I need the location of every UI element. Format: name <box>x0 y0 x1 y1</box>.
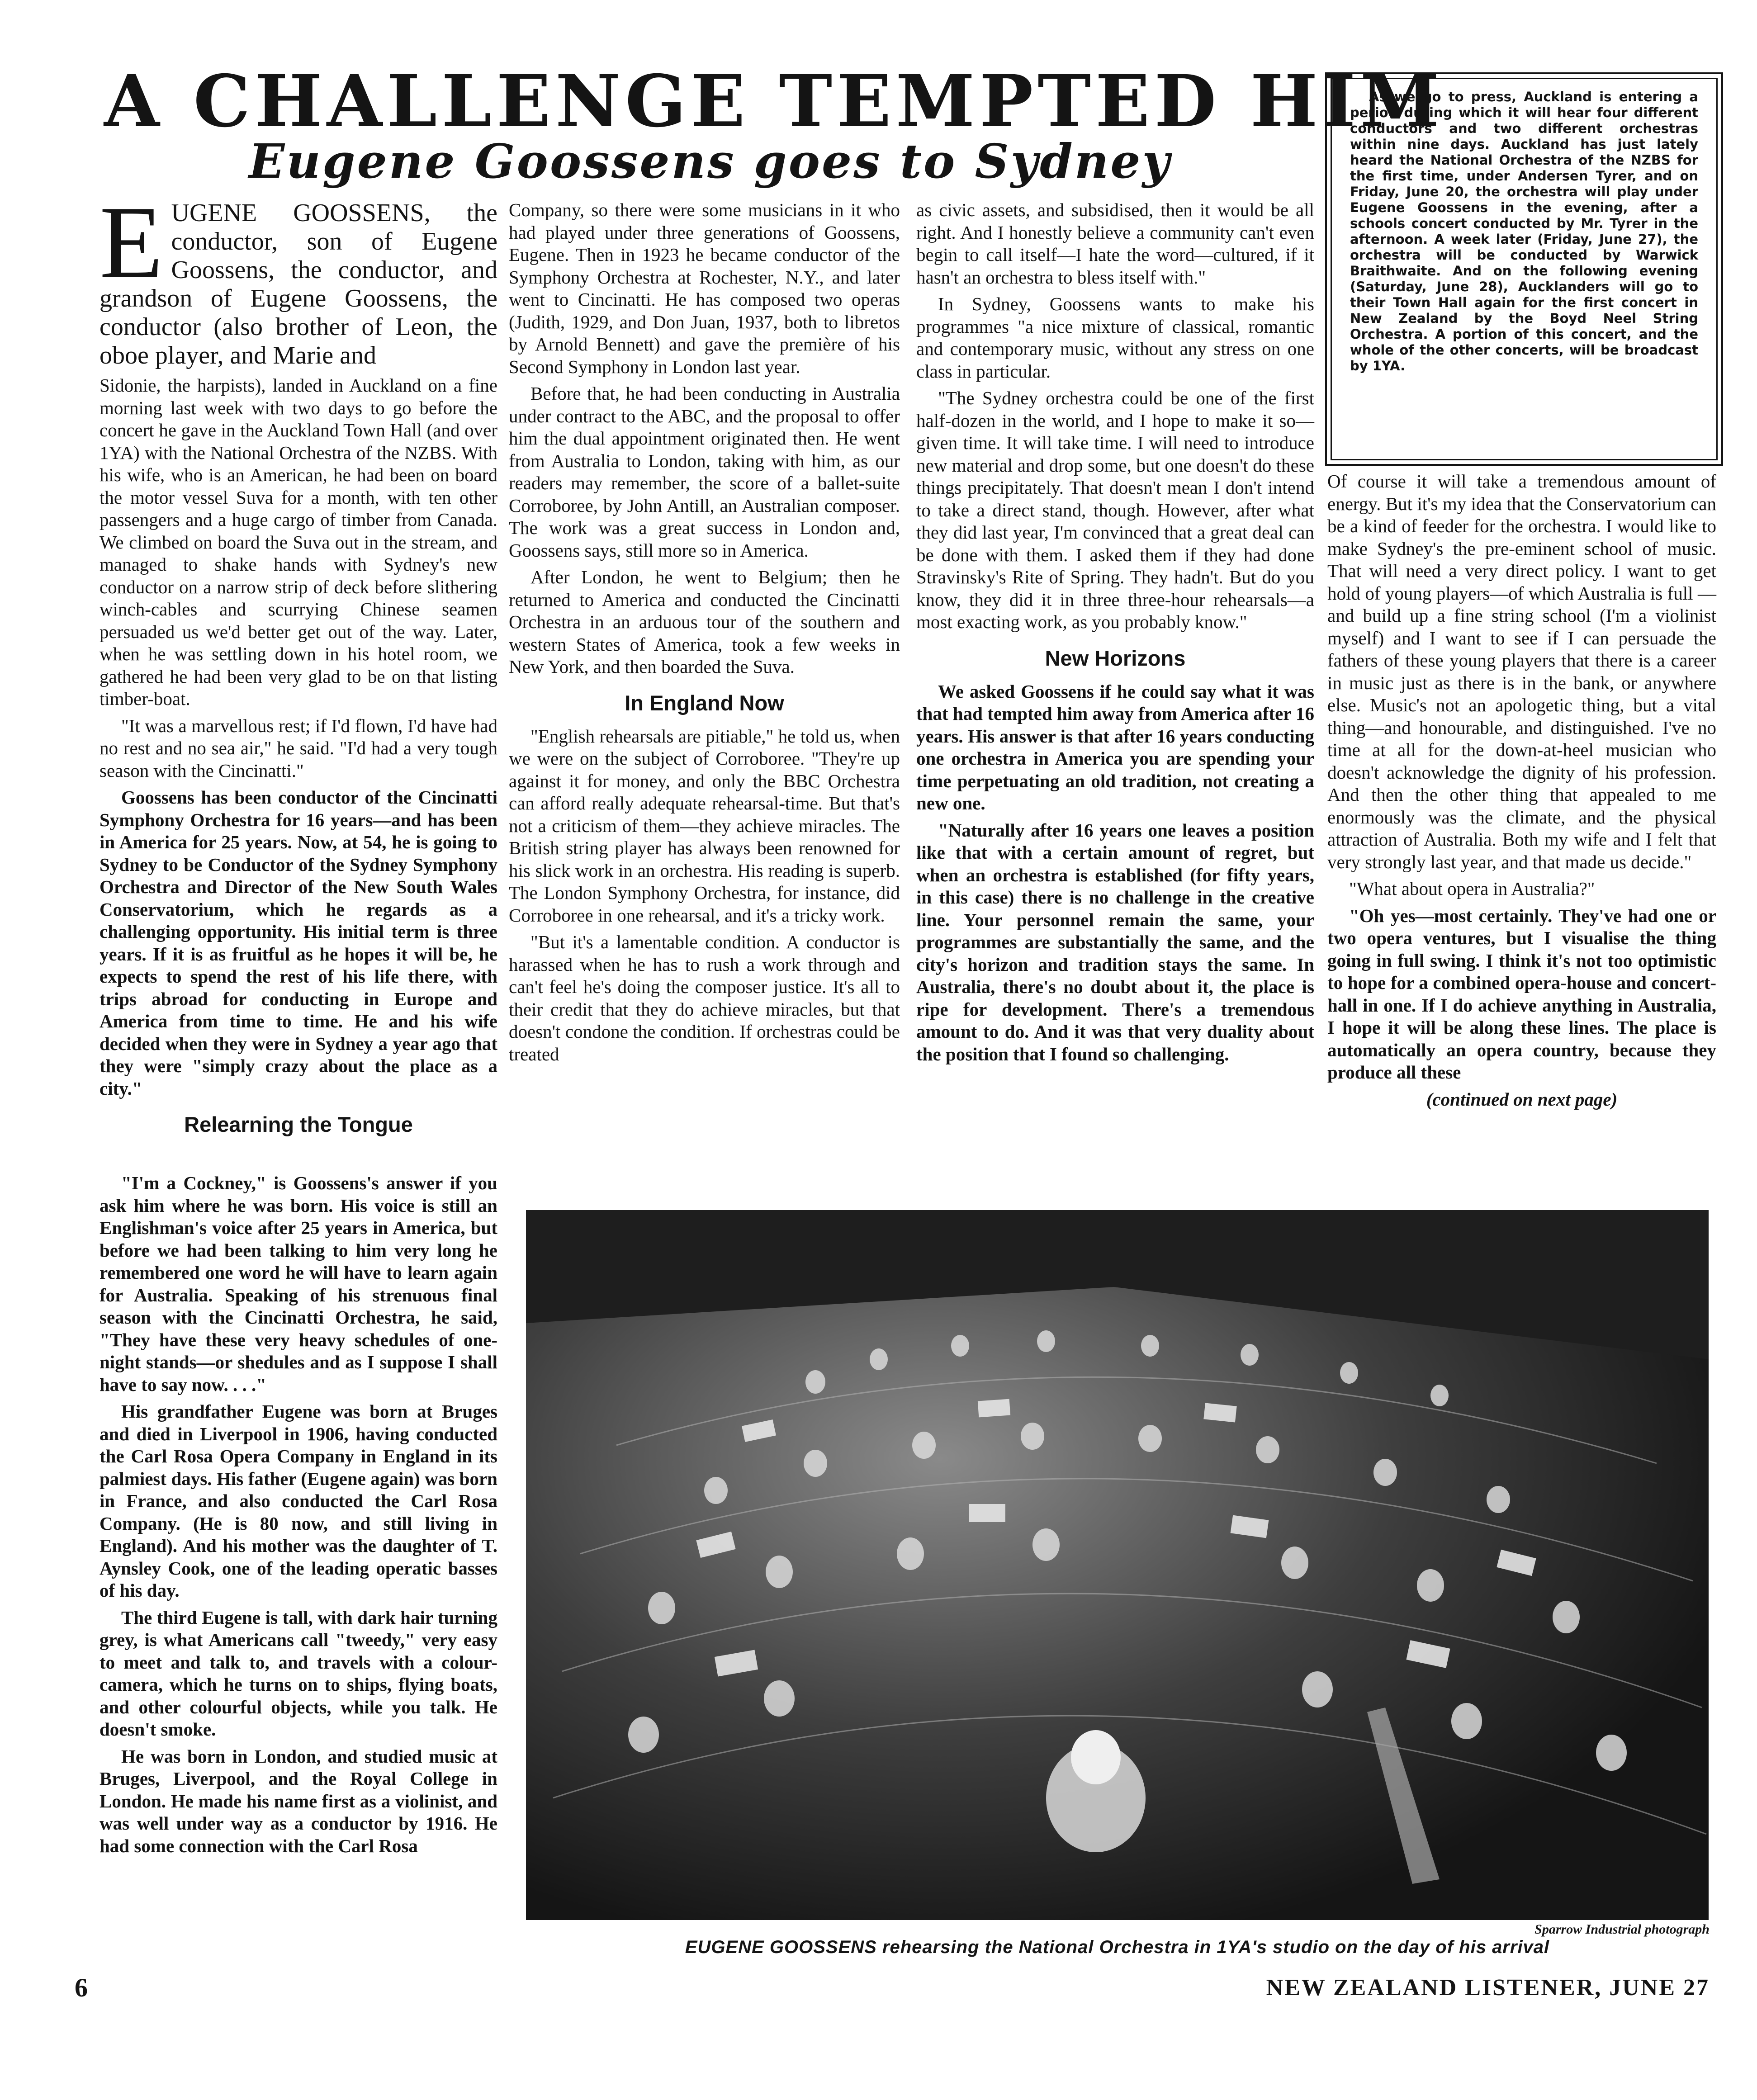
article-paragraph: Before that, he had been conducting in Australia under contract to the ABC, and the proposal to offer him the dual appointment originated then. He went from Australia to London, taking with him, as our readers may remember, the score of a ballet-suite Corroboree, by John Antill, an Australian composer. The work was a great success in London and, Goossens says, still more so in America. <box>509 383 900 561</box>
section-heading: New Horizons <box>1045 646 1186 670</box>
continued-note: (continued on next page) <box>1426 1088 1618 1110</box>
article-paragraph: "The Sydney orchestra could be one of the first half-dozen in the world, and I hope to make it so—given time. It will take time. I will need to introduce new material and drop some, but one doesn't do these things precipitately. That doesn't mean I don't intend to take a direct stand, though. However, after what they did last year, I'm convinced that a great deal can be done with them. I asked them if they had done Stravinsky's Rite of Spring. They hadn't. But do you know, they did it in three three-hour rehearsals—a most exacting work, as you probably know." <box>916 388 1314 632</box>
article-paragraph: Of course it will take a tremendous amount of energy. But it's my idea that the Conservatorium can be a kind of feeder for the orchestra. I would like to make Sydney's the pre-eminent school of music. That will need a very direct policy. I want to get hold of young players—of which Australia is full — and build up a fine string school (I'm a violinist myself) and I want to see if I can persuade the fathers of these young players that there is a career in music just as there is in the bank, or anywhere else. Music's not an apologetic thing, but a vital thing—and honourable, and distinguished. I've no time at all for the down-at-heel musician who doesn't acknowledge the dignity of his profession. And then the other thing that appealed to me enormously was the climate, and the physical attraction of Australia. Both my wife and I felt that very strongly last year, and that made us decide." <box>1327 471 1716 872</box>
press-note-box <box>1325 72 1723 466</box>
photo-credit: Sparrow Industrial photograph <box>1534 1922 1710 1937</box>
orchestra-rehearsal-photo <box>526 1210 1709 1920</box>
article-column-4 <box>1327 470 1716 1203</box>
page-number: 6 <box>75 1973 88 2002</box>
subheadline: Eugene Goossens goes to Sydney <box>248 133 1172 189</box>
lead-paragraph: UGENE GOOSSENS, the conductor, son of Eugene Goossens, the conductor, and grandson of Eugene Goossens, the conductor (also brother of Leon, the oboe player, and Marie and <box>99 199 497 369</box>
article-paragraph: "It was a marvellous rest; if I'd flown, I'd have had no rest and no sea air," he said. "I'd had a very tough season with the Cincinatti." <box>99 715 497 781</box>
press-note-inner <box>1331 78 1718 460</box>
article-paragraph: In Sydney, Goossens wants to make his programmes "a nice mixture of classical, romantic and contemporary music, without any stress on one class in particular. <box>916 293 1314 382</box>
article-column-3 <box>916 199 1314 1194</box>
article-paragraph: "What about opera in Australia?" <box>1349 878 1595 899</box>
article-paragraph: "Oh yes—most certainly. They've had one or two opera ventures, but I visualise the thing going in full swing. I think it's not too optimistic to hope for a combined opera-house and concert-hall in one. If I do achieve anything in Australia, I hope it will be along these lines. The place is automatically an opera country, because they produce all these <box>1327 905 1716 1083</box>
section-heading: In England Now <box>625 691 784 715</box>
article-paragraph: His grandfather Eugene was born at Bruges and died in Liverpool in 1906, having conducted the Carl Rosa Opera Company in England in its palmiest days. His father (Eugene again) was born in France, and also conducted the Carl Rosa Company. (He is 80 now, and still living in England). And his mother was the daughter of T. Aynsley Cook, one of the leading operatic basses of his day. <box>99 1401 497 1601</box>
orchestra-photo-image <box>526 1210 1709 1920</box>
article-paragraph: We asked Goossens if he could say what it was that had tempted him away from America after 16 years. His answer is that after 16 years conducting one orchestra in America you are spending your time perpetuating an old tradition, not creating a new one. <box>916 681 1314 814</box>
publication-masthead: NEW ZEALAND LISTENER, JUNE 27 <box>1266 1975 1710 2001</box>
section-heading: Relearning the Tongue <box>184 1112 413 1136</box>
article-paragraph: Goossens has been conductor of the Cincinatti Symphony Orchestra for 16 years—and has been in America for 25 years. Now, at 54, he is going to Sydney to be Conductor of the Sydney Symphony Orchestra and Director of the New South Wales Conservatorium, which he regards as a challenging opportunity. His initial term is three years. If it is as fruitful as he hopes it will be, he expects to spend the rest of his life there, with trips abroad for conducting in Europe and America from time to time. He and his wife decided when they were in Sydney a year ago that they were "simply crazy about the place as a city." <box>99 787 497 1099</box>
article-paragraph: "English rehearsals are pitiable," he told us, when we were on the subject of Corroboree. "They're up against it for money, and only the BBC Orchestra can afford really adequate rehearsal-time. But that's not a criticism of them—they achieve miracles. The British string player has always been renowned for his slick work in an orchestra. His reading is superb. The London Symphony Orchestra, for instance, did Corroboree in one rehearsal, and it's a tricky work. <box>509 725 900 926</box>
article-column-2 <box>509 199 900 1194</box>
article-paragraph: The third Eugene is tall, with dark hair turning grey, is what Americans call "tweedy," very easy to meet and talk to, and travels with a colour-camera, which he turns on to ships, flying boats, and other colourful objects, while you talk. He doesn't smoke. <box>99 1607 497 1740</box>
article-paragraph: "But it's a lamentable condition. A conductor is harassed when he has to rush a work through and can't feel he's doing the composer justice. It's all to their credit that they do achieve miracles, but that doesn't condone the condition. If orchestras could be treated <box>509 932 900 1064</box>
article-paragraph: After London, he went to Belgium; then he returned to America and conducted the Cincinatti Orchestra in an arduous tour of the southern and western States of America, took a few weeks in New York, and then boarded the Suva. <box>509 567 900 677</box>
article-paragraph: as civic assets, and subsidised, then it would be all right. And I honestly believe a community can't even begin to call itself—I hate the word—cultured, if it hasn't an orchestra to bless itself with." <box>916 199 1314 288</box>
article-paragraph: "Naturally after 16 years one leaves a position like that with a certain amount of regret, but when an orchestra is established (for fifty years, in this case) there is no challenge in the creative line. Your personnel remain the same, your programmes are substantially the same, and the city's horizon and tradition stays the same. In Australia, there's no doubt about it, the place is ripe for development. There's a tremendous amount to do. And it was that very duality about the position that I found so challenging. <box>916 819 1314 1064</box>
article-column-1-lower <box>99 1172 497 1932</box>
article-column-1 <box>99 184 497 1136</box>
press-note-text: As we go to press, Auckland is entering a period during which it will hear four different conductors and two different orchestras within nine days. Auckland has just lately heard the National Orchestra of the NZBS for the first time, under Andersen Tyrer, and on Friday, June 20, the orchestra will play under Eugene Goossens in the evening, after a schools concert conducted by Mr. Tyrer in the afternoon. A week later (Friday, June 27), the orchestra will be conducted by Warwick Braithwaite. And on the following evening (Saturday, June 28), Aucklanders will go to their Town Hall again for the first concert in New Zealand by the Boyd Neel String Orchestra. A portion of this concert, and the whole of the other concerts, will be broadcast by 1YA. <box>1350 89 1698 374</box>
photo-caption: EUGENE GOOSSENS rehearsing the National Orchestra in 1YA's studio on the day of his arrival <box>685 1937 1550 1957</box>
headline: A CHALLENGE TEMPTED HIM <box>104 60 1444 143</box>
article-paragraph: Company, so there were some musicians in it who had played under three generations of Goossens, Eugene. Then in 1923 he became conductor of the Symphony Orchestra at Rochester, N.Y., and later went to Cincinatti. He has composed two operas (Judith, 1929, and Don Juan, 1937, both to libretos by Arnold Bennett) and gave the première of his Second Symphony in London last year. <box>509 199 900 377</box>
article-paragraph: He was born in London, and studied music at Bruges, Liverpool, and the Royal College in London. He made his name first as a violinist, and was well under way as a conductor by 1916. He had some connection with the Carl Rosa <box>99 1745 497 1856</box>
article-paragraph: Sidonie, the harpists), landed in Auckland on a fine morning last week with two days to go before the concert he gave in the Auckland Town Hall (and over 1YA) with the National Orchestra of the NZBS. With his wife, who is an American, he had been on board the motor vessel Suva for a month, with ten other passengers and a huge cargo of timber from Canada. We climbed on board the Suva out in the stream, and managed to shake hands with Sydney's new conductor on a narrow strip of deck before slithering winch-cables and scurrying Chinese seamen persuaded us we'd better get out of the way. Later, when he was settling down in his hotel room, we gathered he had been very glad to be on that listing timber-boat. <box>99 375 497 709</box>
drop-cap: E <box>99 184 163 300</box>
article-paragraph: "I'm a Cockney," is Goossens's answer if you ask him where he was born. His voice is still an Englishman's voice after 25 years in America, but before we had been talking to him very long he remembered one word he will have to learn again for Australia. Speaking of his strenuous final season with the Cincinatti Orchestra, he said, "They have these very heavy schedules of one-night stands—or shedules and as I suppose I shall have to say now. . . ." <box>99 1173 497 1395</box>
